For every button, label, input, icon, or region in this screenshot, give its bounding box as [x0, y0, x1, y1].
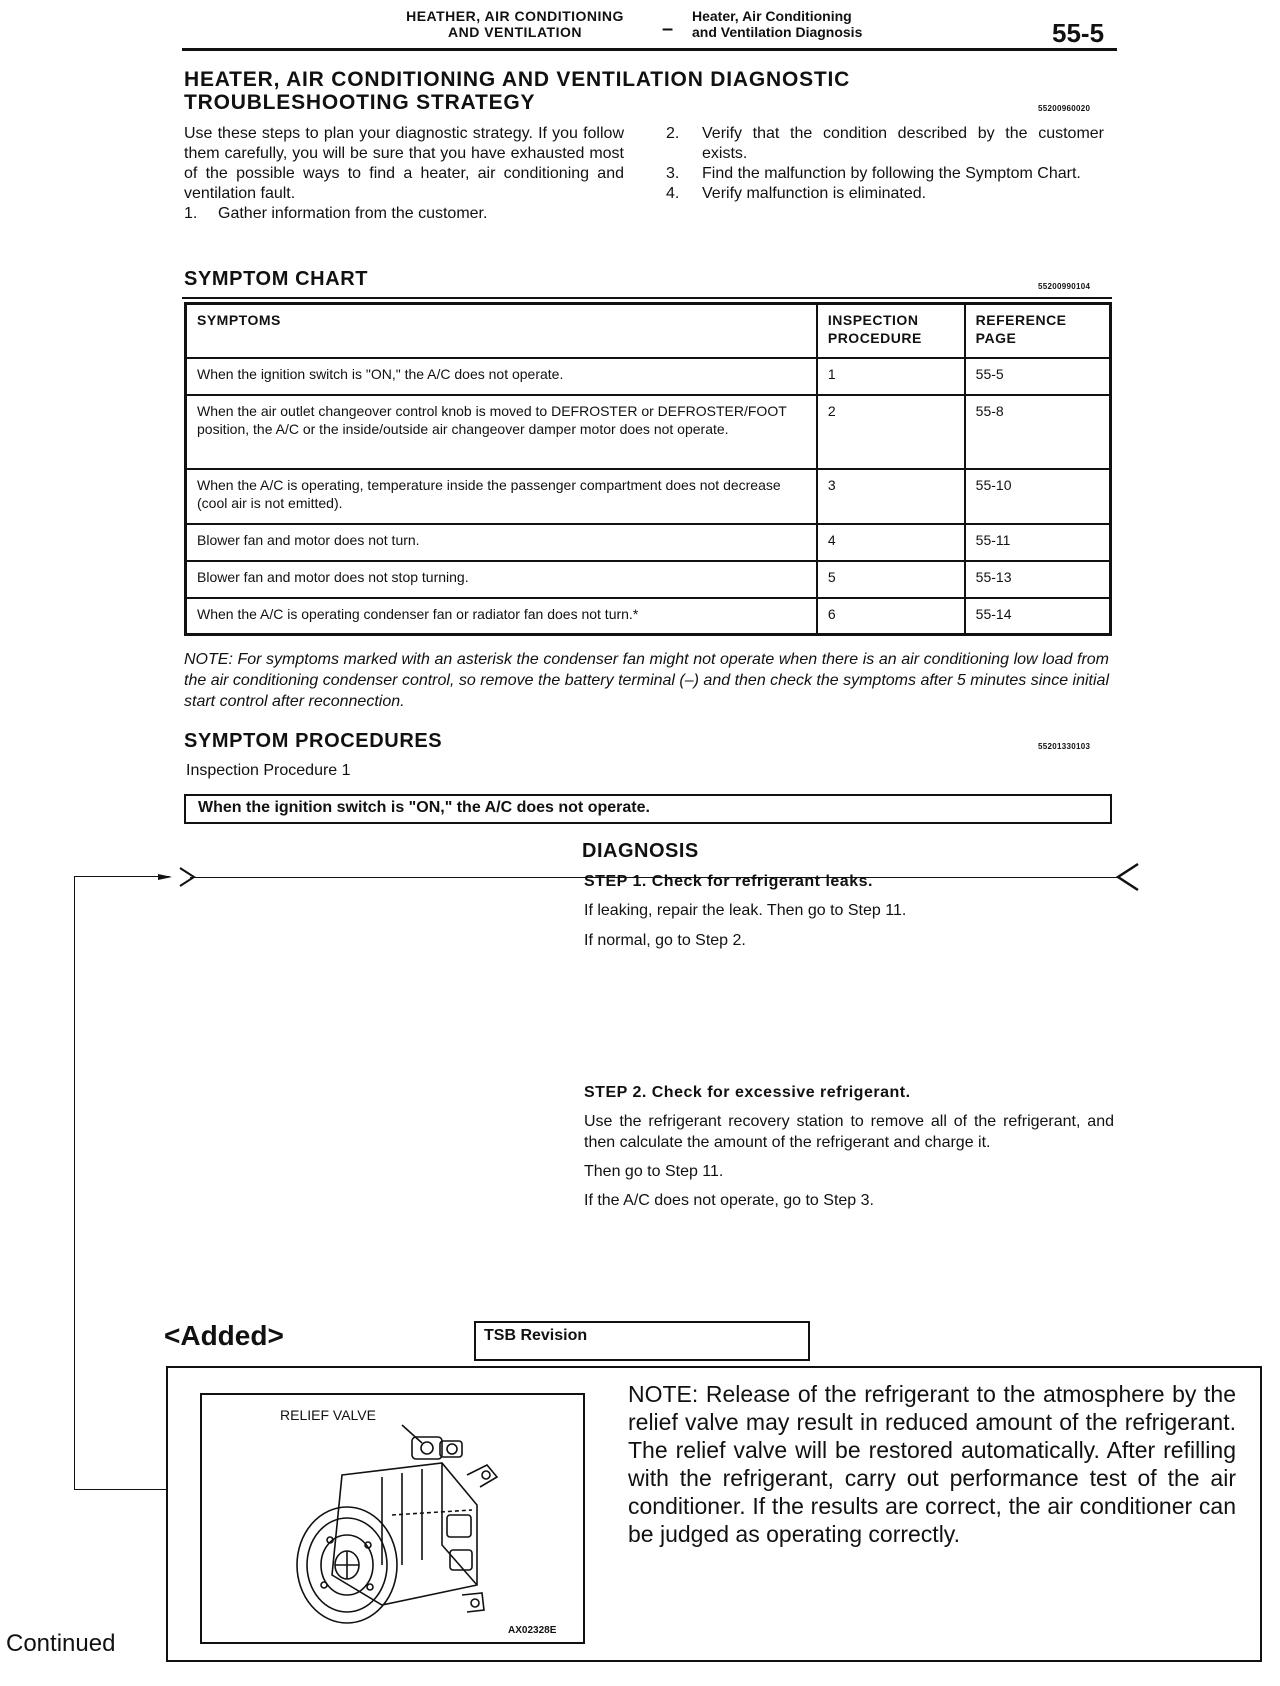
reference-cell: 55-14: [965, 598, 1111, 635]
strategy-steps: [666, 124, 1104, 204]
header-dash: –: [662, 18, 674, 40]
header-right-line2: and Ventilation Diagnosis: [692, 24, 863, 40]
symptom-chart-table: [184, 302, 1112, 636]
step2-heading: STEP 2. Check for excessive refrigerant.: [584, 1084, 911, 1101]
header-left-line2: AND VENTILATION: [447, 24, 582, 40]
symptom-chart-title: SYMPTOM CHART: [184, 268, 369, 290]
header-rule: [182, 48, 1117, 51]
flow-line-vertical: [74, 876, 75, 1490]
relief-valve-note: NOTE: Release of the refrigerant to the atmosphere by the relief valve may result in reduced amount of the refrigerant. The relief valve will be restored automatically. After refilling with the refrigerant, carry out performance test of the air conditioner. If the results are correct, the air conditioner can be judged as operating correctly.: [628, 1381, 1236, 1547]
reference-cell: 55-8: [965, 395, 1111, 469]
step-number: 4.: [666, 185, 680, 202]
symptom-cell: When the air outlet changeover control knob is moved to DEFROSTER or DEFROSTER/FOOT position, the A/C or the inside/outside air changeover damper motor does not operate.: [186, 395, 817, 469]
symptom-cell: Blower fan and motor does not stop turning.: [186, 561, 817, 598]
procedure-cell: 2: [817, 395, 965, 469]
step-number: 1.: [184, 205, 198, 222]
symptom-chart-code: 55200990104: [1038, 282, 1091, 291]
procedure-cell: 6: [817, 598, 965, 635]
step1-body: [584, 900, 1114, 951]
step2-line: If the A/C does not operate, go to Step 3.: [584, 1192, 874, 1209]
header-section-title: [380, 8, 650, 40]
table-row: [186, 598, 1111, 635]
inspection-procedure-label: Inspection Procedure 1: [186, 762, 351, 779]
inspection-procedure-title: When the ignition switch is "ON," the A/C does not operate.: [184, 794, 1112, 824]
compressor-illustration-icon: [272, 1415, 512, 1640]
table-row: [186, 395, 1111, 469]
header-subsection-title: [692, 8, 862, 40]
step-number: 2.: [666, 125, 680, 142]
procedure-cell: 4: [817, 524, 965, 561]
strategy-step-3: [666, 164, 1104, 184]
flow-arrow-left-icon: [1114, 861, 1144, 895]
reference-cell: 55-11: [965, 524, 1111, 561]
reference-cell: 55-5: [965, 358, 1111, 395]
symptom-procedures-code: 55201330103: [1038, 742, 1091, 751]
strategy-step-4: [666, 184, 1104, 204]
table-header-row: [186, 304, 1111, 358]
header-right-line1: Heater, Air Conditioning: [692, 8, 852, 24]
symptom-cell: When the ignition switch is "ON," the A/C does not operate.: [186, 358, 817, 395]
flow-line-bottom: [74, 1489, 166, 1490]
reference-cell: 55-13: [965, 561, 1111, 598]
step-text: Gather information from the customer.: [218, 205, 488, 222]
strategy-title: [184, 68, 850, 114]
table-row: [186, 524, 1111, 561]
step-text: Verify malfunction is eliminated.: [702, 185, 927, 202]
strategy-step-2: [666, 124, 1104, 164]
strategy-code: 55200960020: [1038, 104, 1091, 113]
relief-valve-figure: [200, 1393, 585, 1644]
step-number: 3.: [666, 165, 680, 182]
symptom-cell: When the A/C is operating condenser fan or radiator fan does not turn.*: [186, 598, 817, 635]
table-row: [186, 358, 1111, 395]
procedure-cell: 5: [817, 561, 965, 598]
strategy-step-1: [184, 204, 624, 224]
strategy-intro: [184, 124, 624, 224]
strategy-intro-text: Use these steps to plan your diagnostic strategy. If you follow them carefully, you will be sure that you have exhausted most of the possible ways to find a heater, air conditioning and ventilation fault.: [184, 125, 624, 202]
column-header-reference: REFERENCE PAGE: [965, 304, 1111, 358]
step1-line: If normal, go to Step 2.: [584, 932, 746, 949]
diagnosis-title: DIAGNOSIS: [582, 840, 699, 862]
tsb-revision-box: TSB Revision: [474, 1321, 810, 1361]
header-left-line1: HEATHER, AIR CONDITIONING: [406, 8, 624, 24]
symptom-cell: When the A/C is operating, temperature inside the passenger compartment does not decrease (cool air is not emitted).: [186, 469, 817, 524]
continued-label: Continued: [6, 1630, 116, 1657]
table-row: [186, 469, 1111, 524]
step-text: Verify that the condition described by the customer exists.: [702, 125, 1104, 162]
column-header-symptoms: SYMPTOMS: [186, 304, 817, 358]
figure-code: AX02328E: [508, 1625, 557, 1636]
step2-line: Use the refrigerant recovery station to remove all of the refrigerant, and then calculate the amount of the refrigerant and charge it.: [584, 1113, 1114, 1151]
step2-body: [584, 1111, 1114, 1211]
strategy-title-line1: HEATER, AIR CONDITIONING AND VENTILATION DIAGNOSTIC: [184, 68, 851, 91]
procedure-cell: 1: [817, 358, 965, 395]
table-row: [186, 561, 1111, 598]
column-header-procedure: INSPECTION PROCEDURE: [817, 304, 965, 358]
symptom-cell: Blower fan and motor does not turn.: [186, 524, 817, 561]
added-label: <Added>: [164, 1320, 284, 1351]
symptom-chart-rule: [182, 297, 1112, 299]
step1-line: If leaking, repair the leak. Then go to Step 11.: [584, 902, 907, 919]
page-number: 55-5: [1052, 18, 1105, 48]
step-text: Find the malfunction by following the Symptom Chart.: [702, 165, 1081, 182]
procedure-cell: 3: [817, 469, 965, 524]
step2-line: Then go to Step 11.: [584, 1163, 724, 1180]
symptom-chart-note: NOTE: For symptoms marked with an asterisk the condenser fan might not operate when there is an air conditioning low load from the air conditioning condenser control, so remove the battery terminal (–) and then check the symptoms after 5 minutes since initial start control after reconnection.: [184, 651, 1109, 710]
figure-label: RELIEF VALVE: [280, 1407, 376, 1423]
reference-cell: 55-10: [965, 469, 1111, 524]
step1-heading: STEP 1. Check for refrigerant leaks.: [584, 873, 873, 890]
symptom-procedures-title: SYMPTOM PROCEDURES: [184, 730, 443, 752]
strategy-title-line2: TROUBLESHOOTING STRATEGY: [184, 91, 536, 114]
